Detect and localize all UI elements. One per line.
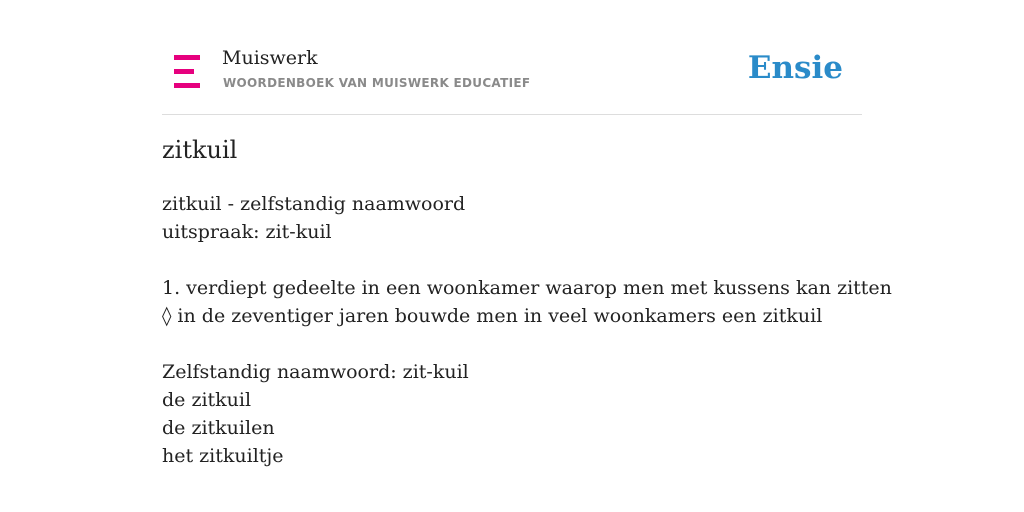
brand-subtitle: WOORDENBOEK VAN MUISWERK EDUCATIEF xyxy=(223,76,531,90)
page-title: zitkuil xyxy=(162,136,238,164)
form-item: de zitkuilen xyxy=(162,417,275,439)
pronunciation: uitspraak: zit-kuil xyxy=(162,221,332,243)
forms-header: Zelfstandig naamwoord: zit-kuil xyxy=(162,361,469,383)
form-item: de zitkuil xyxy=(162,389,252,411)
ensie-logo[interactable]: Ensie xyxy=(747,50,843,86)
brand-title[interactable]: Muiswerk xyxy=(222,47,318,69)
meaning: 1. verdiept gedeelte in een woonkamer waarop men met kussens kan zitten xyxy=(162,277,892,299)
form-item: het zitkuiltje xyxy=(162,445,284,467)
example: ◊ in de zeventiger jaren bouwde men in veel woonkamers een zitkuil xyxy=(162,305,823,327)
definition-header: zitkuil - zelfstandig naamwoord xyxy=(162,193,466,215)
entry-content xyxy=(162,190,892,470)
muiswerk-logo-icon[interactable] xyxy=(174,55,200,88)
site-header xyxy=(162,42,862,115)
